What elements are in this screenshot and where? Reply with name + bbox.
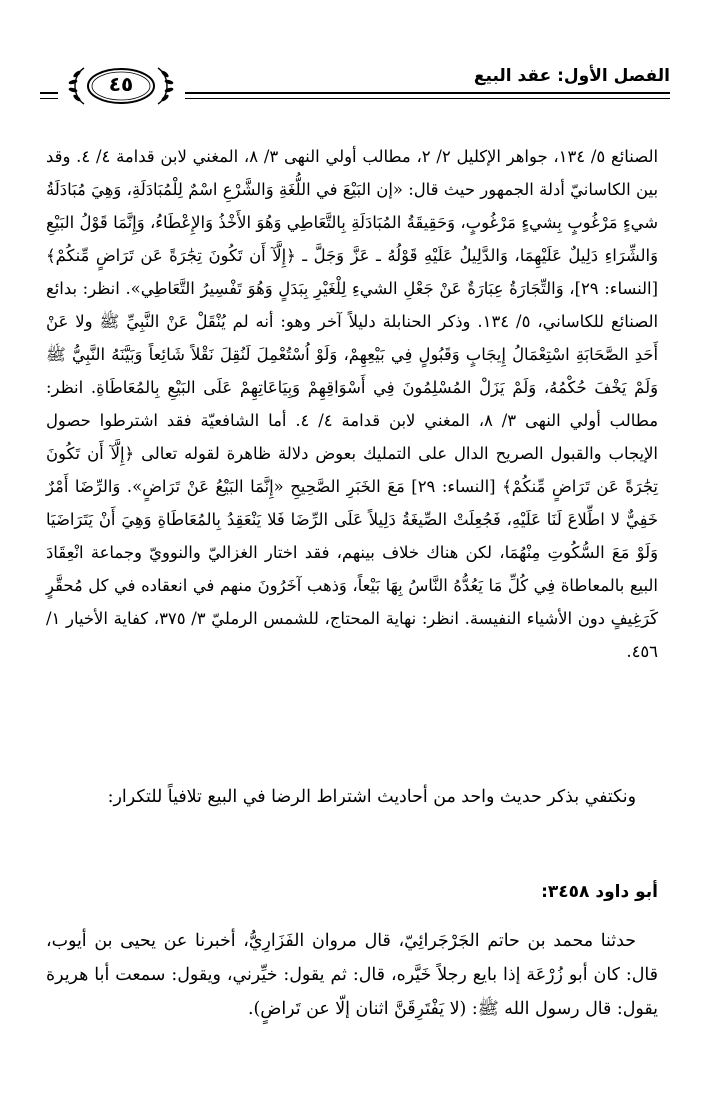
- chapter-title: الفصل الأول: عقد البيع: [473, 66, 670, 86]
- header-rule: [185, 92, 670, 99]
- page-number: ٤٥: [108, 72, 134, 96]
- header-rule-left: [40, 92, 58, 99]
- hadith-text: حدثنا محمد بن حاتم الجَرْجَرائِيّ، قال مروان الفَزَارِيُّ، أخبرنا عن يحيى بن أيوب، قال: كان أبو زُرْعَة إذا بايع رجلاً خَيَّره، قال: ثم يقول: خيِّرني، ويقول: سمعت أبا هريرة يقول: قال رسول الله ﷺ: (لا يَفْتَرِقَنَّ اثنان إلّا عن تَراضٍ).: [46, 931, 658, 1019]
- footnote-text: الصنائع ٥/ ١٣٤، جواهر الإكليل ٢/ ٢، مطالب أولي النهى ٣/ ٨، المغني لابن قدامة ٤/ ٤. وقد بين الكاسانيّ أدلة الجمهور حيث قال: «إن البَيْعَ في اللُّغَةِ وَالشَّرْعِ اسْمٌ لِلْمُبَادَلَةِ، وَهِيَ مُبَادَلَةُ شيءٍ مَرْغُوبٍ بِشيءٍ مَرْغُوبٍ، وَحَقِيقَةُ المُبَادَلَةِ بِالتَّعَاطِي وَهُوَ الأَخْذُ وَالإِعْطَاءُ، وَإِنَّمَا قَوْلُ البَيْعِ وَالشِّرَاءِ دَلِيلٌ عَلَيْهِمَا، وَالدَّلِيلُ عَلَيْهِ قَوْلُهُ ـ عَزَّ وَجَلَّ ـ ﴿إِلَّآ أَن تَكُونَ تِجَٰرَةً عَن تَرَاضٍ مِّنكُمْ﴾ [النساء: ٢٩]، وَالتِّجَارَةُ عِبَارَةٌ عَنْ جَعْلِ الشيءِ لِلْغَيْرِ بِبَدَلٍ وَهُوَ تَفْسِيرُ التَّعَاطِي». انظر: بدائع الصنائع للكاساني، ٥/ ١٣٤. وذكر الحنابلة دليلاً آخر وهو: أنه لم يُنْقَلْ عَنْ النَّبِيِّ ﷺ ولا عَنْ أَحَدِ الصَّحَابَةِ اسْتِعْمَالُ إِيجَابٍ وَقَبُولٍ فِي بَيْعِهِمْ، وَلَوْ اُسْتُعْمِلَ لَنُقِلَ نَقْلاً شَائِعاً وَبَيَّنَهُ النَّبِيُّ ﷺ وَلَمْ يَخْفَ حُكْمُهُ، وَلَمْ يَزَلْ المُسْلِمُونَ فِي أَسْوَاقِهِمْ وَبِيَاعَاتِهِمْ عَلَى البَيْعِ بِالمُعَاطَاةِ. انظر: مطالب أولي النهى ٣/ ٨، المغني لابن قدامة ٤/ ٤. أما الشافعيّة فقد اشترطوا حصول الإيجاب والقبول الصريح الدال على التمليك بعوض دلالة ظاهرة لقوله تعالى ﴿إِلَّآ أَن تَكُونَ تِجَٰرَةً عَن تَرَاضٍ مِّنكُمْ﴾ [النساء: ٢٩] مَعَ الخَبَرِ الصَّحِيحِ «إِنَّمَا البَيْعُ عَنْ تَرَاضٍ». وَالرِّضَا أَمْرٌ خَفِيٌّ لا اطِّلاعَ لَنَا عَلَيْهِ، فَجُعِلَتْ الصِّيغَةُ دَلِيلاً عَلَى الرِّضَا فَلا يَنْعَقِدُ بِالمُعَاطَاةِ وَهِيَ أَنْ يَتَرَاضَيَا وَلَوْ مَعَ السُّكُوتِ مِنْهُمَا، لكن هناك خلاف بينهم، فقد اختار الغزاليّ والنوويّ وجماعة انْعِقَادَ البيع بالمعاطاة فِي كُلِّ مَا يَعُدُّهُ النَّاسُ بِهَا بَيْعاً، وَذهب آخَرُونَ منهم في انعقاده في كل مُحقَّرٍ كَرَغِيفٍ دون الأشياء النفيسة. انظر: نهاية المحتاج، للشمس الرمليّ ٣/ ٣٧٥، كفاية الأخيار ١/ ٤٥٦.: [46, 147, 659, 661]
- main-text-block: [46, 780, 658, 814]
- page-number-ornament: [62, 62, 180, 110]
- hadith-block: [46, 924, 658, 1026]
- footnote-block: [46, 140, 658, 668]
- main-paragraph: ونكتفي بذكر حديث واحد من أحاديث اشتراط الرضا في البيع تلافياً للتكرار:: [107, 787, 636, 807]
- section-heading: أبو داود ٣٤٥٨:: [541, 882, 658, 902]
- page-header: [40, 58, 670, 112]
